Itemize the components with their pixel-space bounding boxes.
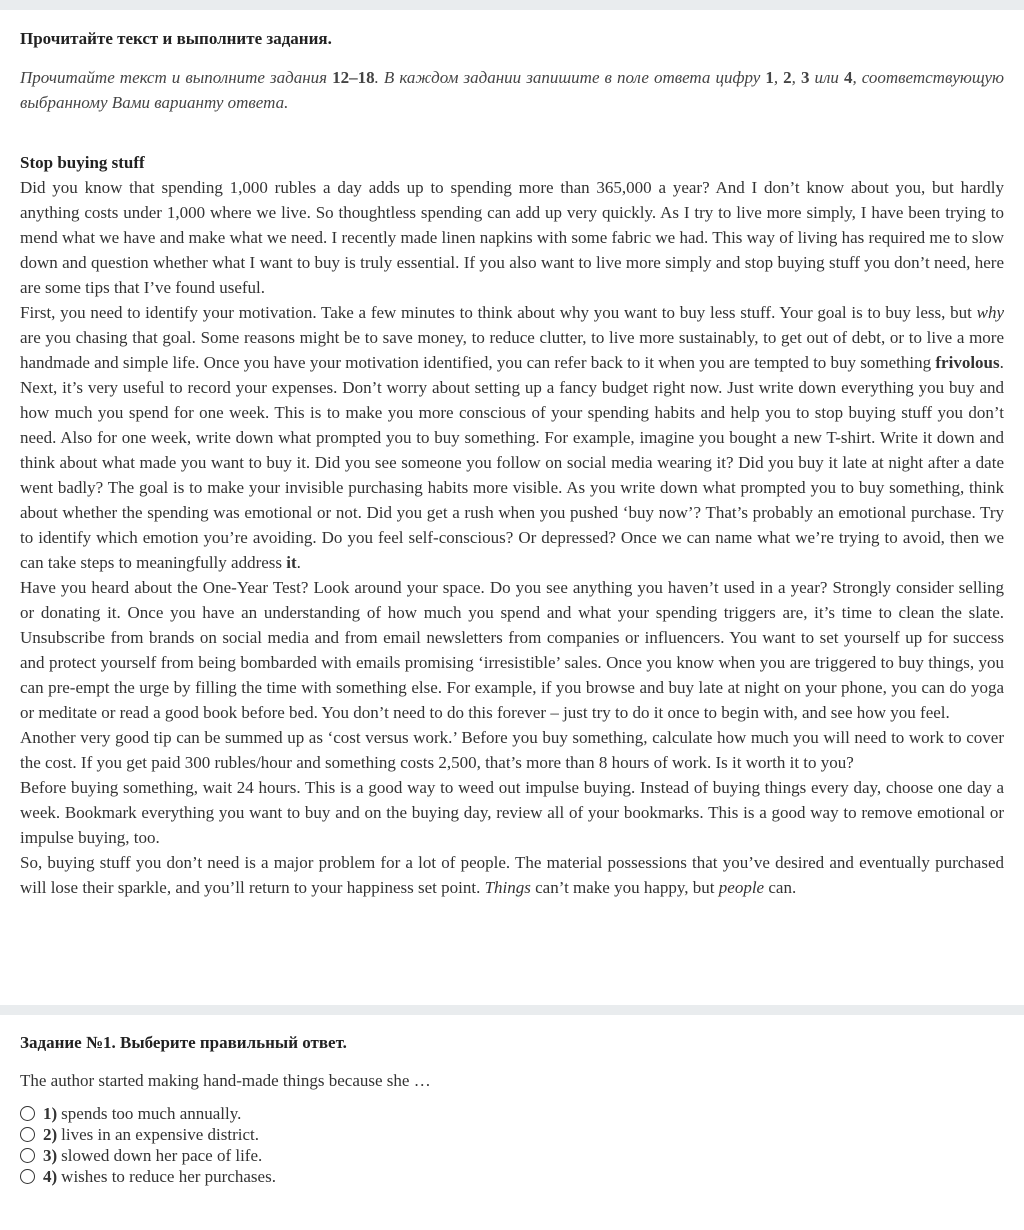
paragraph-6: Before buying something, wait 24 hours. This is a good way to weed out impulse buying. Instead of buying things every day, choose one day a week. Bookmark everything you want to buy and on the buying day, review all of your bookmarks. This is a good way to remove emotional or impulse buying, too. [20,778,1004,847]
paragraph-4: Have you heard about the One-Year Test? Look around your space. Do you see anything you haven’t used in a year? Strongly consider selling or donating it. Once you have an understanding of how much you spend and what your spending triggers are, it’s time to clean the slate. Unsubscribe from brands on social media and from email newsletters from companies or influencers. You want to set yourself up for success and protect yourself from being bombarded with emails promising ‘irresistible’ sales. Once you know when you are triggered to buy things, you can pre-empt the urge by filling the time with something else. For example, if you browse and buy late at night on your phone, you can do yoga or meditate or read a good book before bed. You don’t need to do this forever – just try to do it once to begin with, and see how you feel. [20,578,1004,722]
option-number: 3) [43,1145,58,1165]
instructions: Прочитайте текст и выполните задания 12–18. В каждом задании запишите в поле ответа цифру 1, 2, 3 или 4, соответствующую выбранному Вами варианту ответа. [20,68,1005,112]
radio-button-icon[interactable] [20,1169,35,1184]
top-band [0,0,1024,10]
radio-button-icon[interactable] [20,1127,35,1142]
paragraph-3: Next, it’s very useful to record your expenses. Don’t worry about setting up a fancy budget right now. Just write down everything you buy and how much you spend for one week. This is to make you more conscious of your spending habits and help you to stop buying stuff you don’t need. Also for one week, write down what prompted you to buy something. For example, imagine you bought a new T-shirt. Write it down and think about what made you want to buy it. Did you see someone you follow on social media wearing it? Did you buy it late at night after a date went badly? The goal is to make your invisible purchasing habits more visible. As you write down what prompted you to buy something, think about whether the spending was emotional or not. Did you get a rush when you pushed ‘buy now’? That’s probably an emotional purchase. Try to identify which emotion you’re avoiding. Do you feel self-conscious? Or depressed? Once we can name what we’re trying to avoid, then we can take steps to meaningfully address it. [20,378,1004,572]
task-heading: Прочитайте текст и выполните задания. [20,29,332,48]
answer-option-1[interactable] [20,1103,276,1124]
option-number: 4) [43,1166,58,1186]
answer-option-3[interactable] [20,1145,276,1166]
paragraph-5: Another very good tip can be summed up as ‘cost versus work.’ Before you buy something, calculate how much you will need to work to cover the cost. If you get paid 300 rubles/hour and something costs 2,500, that’s more than 8 hours of work. Is it worth it to you? [20,728,1004,772]
option-text: lives in an expensive district. [61,1124,259,1144]
article [20,150,1004,900]
article-title: Stop buying stuff [20,153,145,172]
question-text: The author started making hand-made things because she … [20,1071,431,1090]
paragraph-1: Did you know that spending 1,000 rubles a day adds up to spending more than 365,000 a year? And I don’t know about you, but hardly anything costs under 1,000 where we live. So thoughtless spending can add up very quickly. As I try to live more simply, I have been trying to mend what we have and make what we need. I recently made linen napkins with some fabric we had. This way of living has required me to slow down and question whether what I want to buy is truly essential. If you also want to live more simply and stop buying stuff you don’t need, here are some tips that I’ve found useful. [20,178,1004,297]
option-text: wishes to reduce her purchases. [61,1166,276,1186]
radio-button-icon[interactable] [20,1106,35,1121]
question-heading: Задание №1. Выберите правильный ответ. [20,1033,347,1052]
question-section [0,1015,1024,1230]
radio-button-icon[interactable] [20,1148,35,1163]
separator-band [0,1005,1024,1015]
option-number: 1) [43,1103,58,1123]
paragraph-2: First, you need to identify your motivation. Take a few minutes to think about why you want to buy less stuff. Your goal is to buy less, but why are you chasing that goal. Some reasons might be to save money, to reduce clutter, to live more sustainably, to get out of debt, or to live a more handmade and simple life. Once you have your motivation identified, you can refer back to it when you are tempted to buy something frivolous. [20,303,1004,372]
answer-option-4[interactable] [20,1166,276,1187]
answer-option-2[interactable] [20,1124,276,1145]
option-text: slowed down her pace of life. [61,1145,263,1165]
option-text: spends too much annually. [61,1103,242,1123]
answer-options [20,1103,276,1187]
reading-section [0,10,1024,1005]
option-number: 2) [43,1124,58,1144]
paragraph-7: So, buying stuff you don’t need is a major problem for a lot of people. The material possessions that you’ve desired and eventually purchased will lose their sparkle, and you’ll return to your happiness set point. Things can’t make you happy, but people can. [20,853,1004,897]
